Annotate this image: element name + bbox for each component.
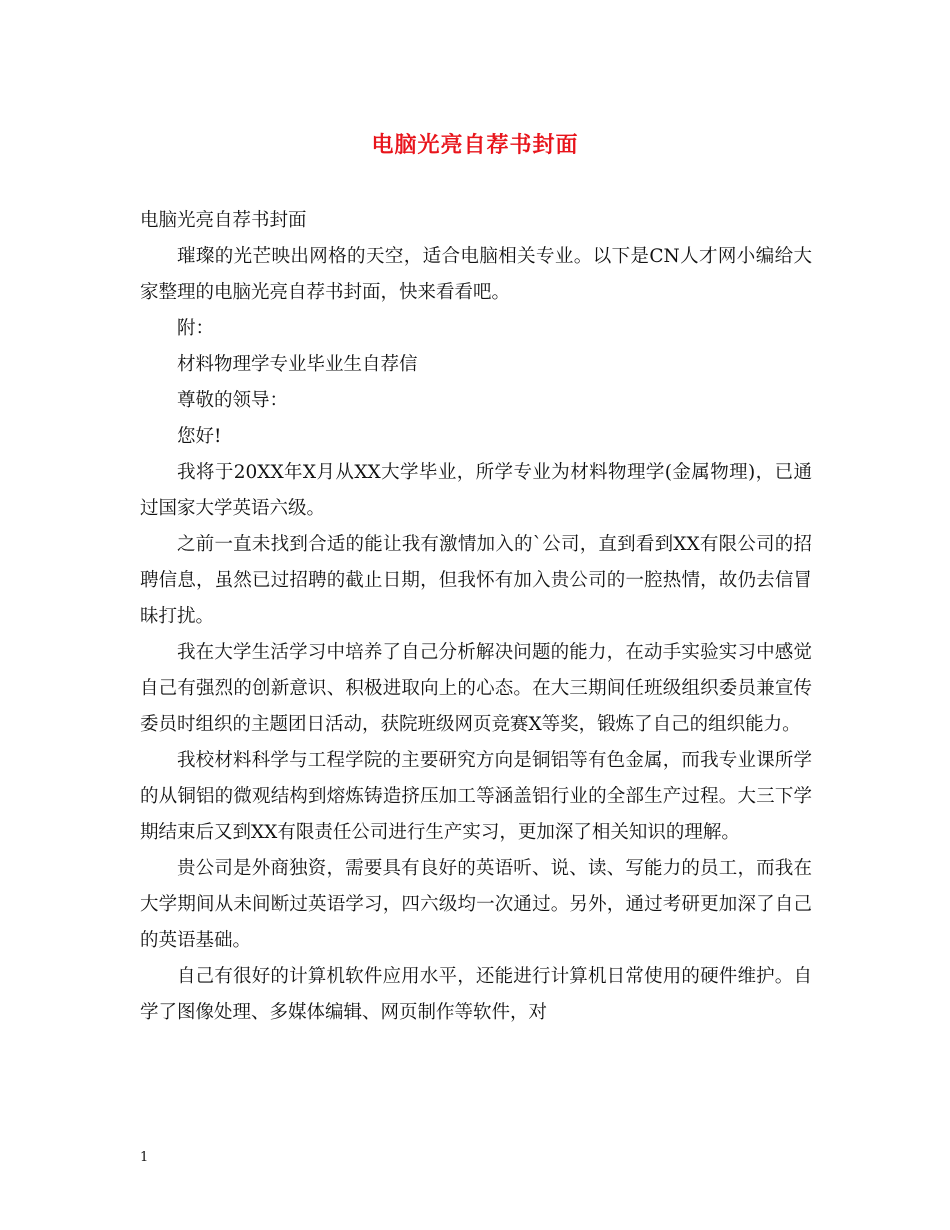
paragraph-heading: 电脑光亮自荐书封面: [140, 210, 307, 231]
paragraph-abilities: 我在大学生活学习中培养了自己分析解决问题的能力，在动手实验实习中感觉自己有强烈的创新意识、积极进取向上的心态。在大三期间任班级组织委员兼宣传委员时组织的主题团日活动，获院班级网页竞赛X等奖，锻炼了自己的组织能力。: [140, 642, 812, 735]
document-body: [140, 203, 812, 1031]
paragraph-graduation: 我将于20XX年X月从XX大学毕业，所学专业为材料物理学(金属物理)，已通过国家大学英语六级。: [140, 462, 812, 519]
paragraph-letter-title: 材料物理学专业毕业生自荐信: [177, 354, 418, 375]
paragraph-greeting: 您好!: [177, 426, 222, 447]
page-number: 1: [140, 1150, 149, 1165]
paragraph-attachment-label: 附：: [177, 318, 215, 339]
paragraph-motivation: 之前一直未找到合适的能让我有激情加入的`公司，直到看到XX有限公司的招聘信息，虽然已过招聘的截止日期，但我怀有加入贵公司的一腔热情，故仍去信冒昧打扰。: [140, 534, 812, 627]
paragraph-major: 我校材料科学与工程学院的主要研究方向是铜铝等有色金属，而我专业课所学的从铜铝的微观结构到熔炼铸造挤压加工等涵盖铝行业的全部生产过程。大三下学期结束后又到XX有限责任公司进行生产实习，更加深了相关知识的理解。: [140, 750, 812, 843]
paragraph-computer: 自己有很好的计算机软件应用水平，还能进行计算机日常使用的硬件维护。自学了图像处理、多媒体编辑、网页制作等软件，对: [140, 966, 812, 1023]
paragraph-salutation: 尊敬的领导：: [177, 390, 289, 411]
paragraph-intro: 璀璨的光芒映出网格的天空，适合电脑相关专业。以下是CN人才网小编给大家整理的电脑光亮自荐书封面，快来看看吧。: [140, 246, 812, 303]
paragraph-english: 贵公司是外商独资，需要具有良好的英语听、说、读、写能力的员工，而我在大学期间从未间断过英语学习，四六级均一次通过。另外，通过考研更加深了自己的英语基础。: [140, 858, 812, 951]
document-title: 电脑光亮自荐书封面: [371, 132, 579, 158]
